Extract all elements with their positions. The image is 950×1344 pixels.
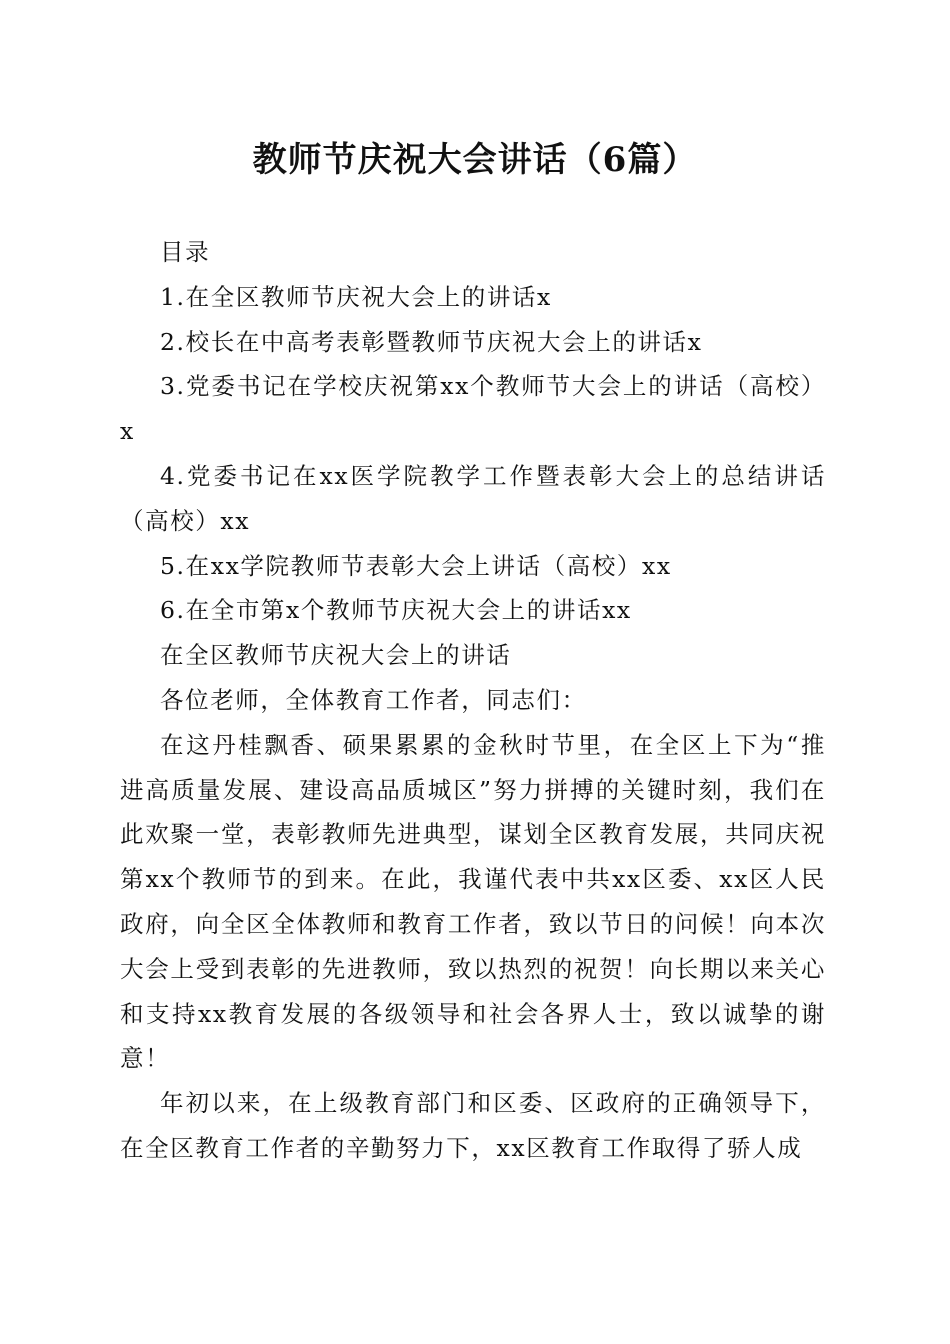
body-paragraph: 在这丹桂飘香、硕果累累的金秋时节里，在全区上下为“推进高质量发展、建设高品质城区”努力拼搏的关键时刻，我们在此欢聚一堂，表彰教师先进典型，谋划全区教育发展，共同庆祝第xx个教师节的到来。在此，我谨代表中共xx区委、xx区人民政府，向全区全体教师和教育工作者，致以节日的问候！向本次大会上受到表彰的先进教师，致以热烈的祝贺！向长期以来关心和支持xx教育发展的各级领导和社会各界人士，致以诚挚的谢意！ — [120, 730, 826, 1073]
body-paragraph: 年初以来，在上级教育部门和区委、区政府的正确领导下，在全区教育工作者的辛勤努力下，xx区教育工作取得了骄人成 — [120, 1089, 826, 1162]
toc-item: 5.在xx学院教师节表彰大会上讲话（高校）xx — [160, 551, 672, 580]
toc-item: 3.党委书记在学校庆祝第xx个教师节大会上的讲话（高校）x — [120, 372, 826, 446]
document-body — [120, 230, 826, 1171]
salutation: 各位老师，全体教育工作者，同志们： — [160, 685, 587, 714]
document-title: 教师节庆祝大会讲话（6篇） — [252, 140, 698, 180]
toc-item: 1.在全区教师节庆祝大会上的讲话x — [160, 282, 552, 311]
toc-item: 6.在全市第x个教师节庆祝大会上的讲话xx — [160, 596, 632, 625]
toc-item: 2.校长在中高考表彰暨教师节庆祝大会上的讲话x — [160, 327, 703, 356]
toc-item: 4.党委书记在xx医学院教学工作暨表彰大会上的总结讲话（高校）xx — [120, 461, 826, 535]
toc-heading: 目录 — [160, 238, 211, 266]
section-title: 在全区教师节庆祝大会上的讲话 — [160, 641, 512, 670]
